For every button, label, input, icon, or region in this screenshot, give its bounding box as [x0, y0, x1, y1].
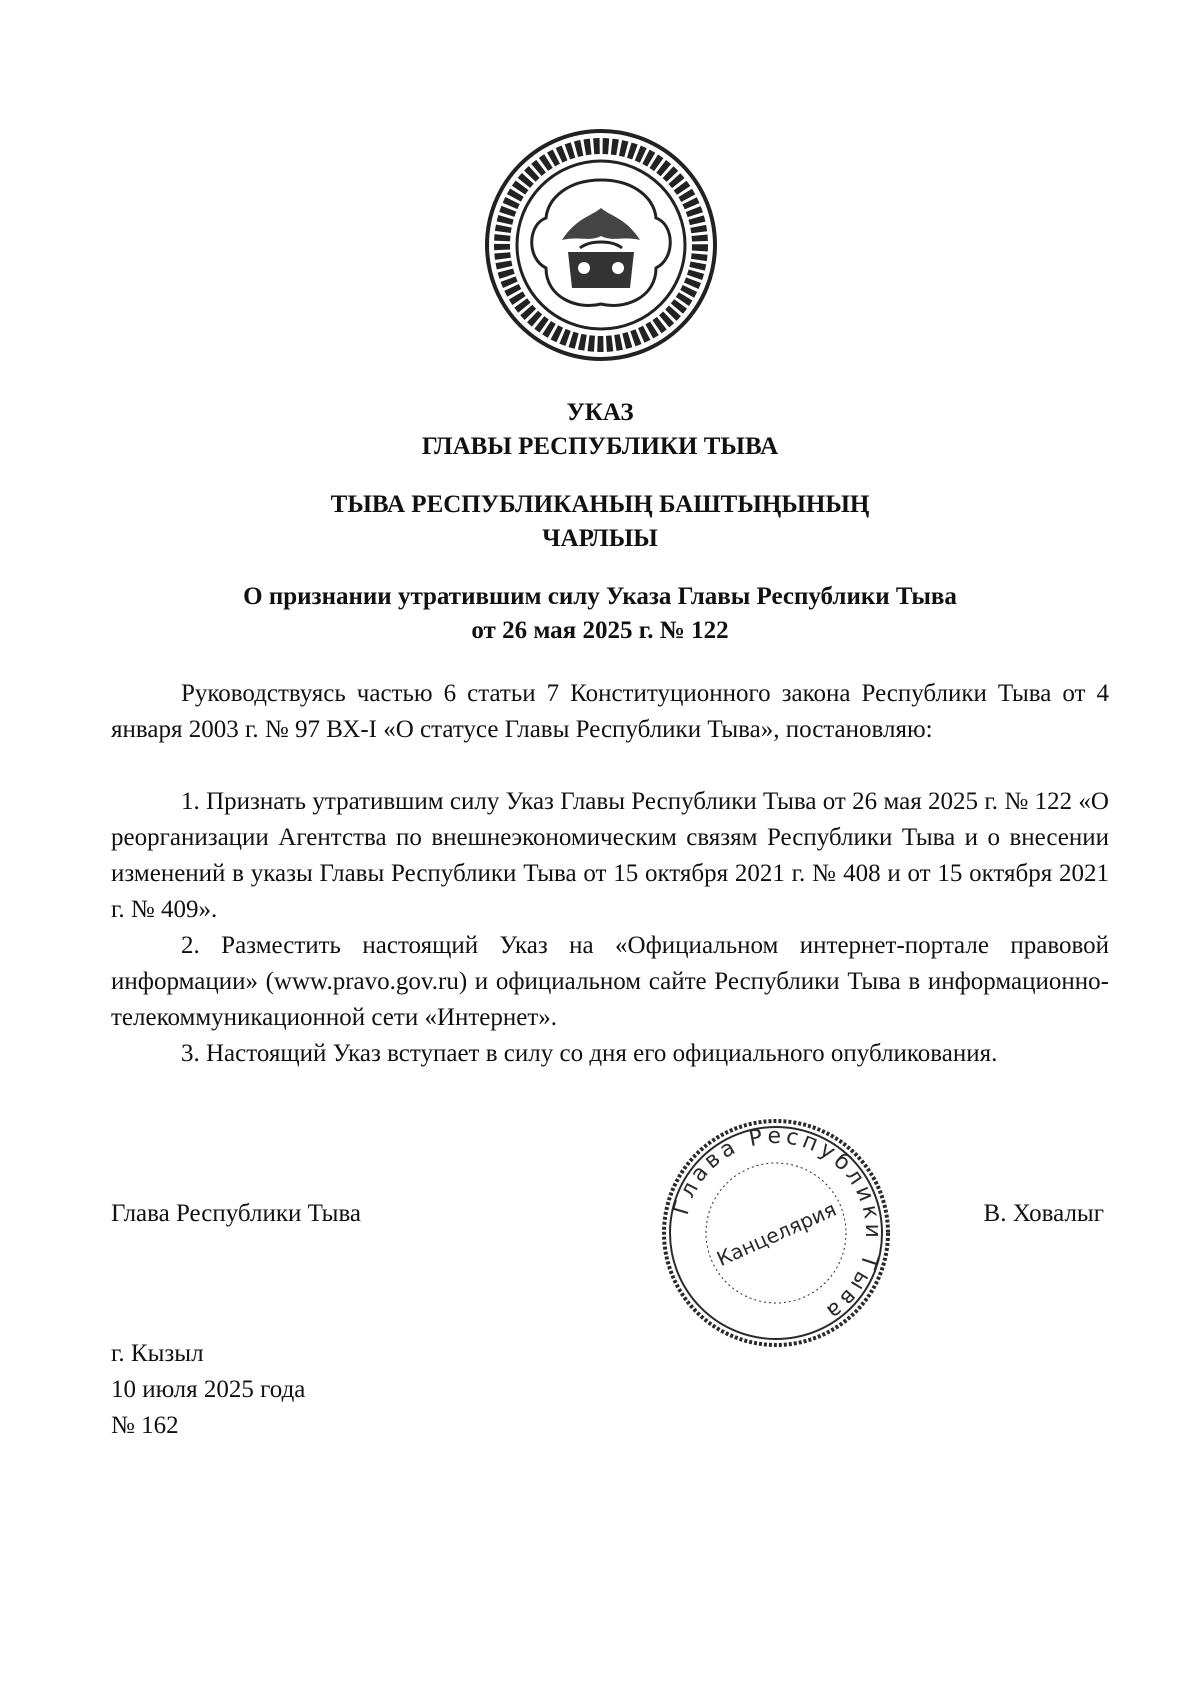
city: г. Кызыл [111, 1340, 204, 1367]
decree-heading: УКАЗ [566, 399, 634, 426]
decree-body [111, 676, 1109, 1072]
tuvan-heading-line2: ЧАРЛЫЫ [542, 525, 658, 552]
item-2-paragraph: 2. Разместить настоящий Указ на «Официальном интернет-портале правовой информации» (www.pravo.gov.ru) и официальном сайте Республики Тыва в информационно-телекоммуникационной сети «Интернет». [111, 932, 1109, 1031]
item-1-paragraph: 1. Признать утратившим силу Указ Главы Республики Тыва от 26 мая 2025 г. № 122 «О реорганизации Агентства по внешнеэкономическим связям Республики Тыва и о внесении изменений в указы Главы Республики Тыва от 15 октября 2021 г. № 408 и от 15 октября 2021 г. № 409». [111, 788, 1109, 923]
stamp-center-text: Канцелярия [713, 1196, 840, 1271]
signatory-position: Глава Республики Тыва [111, 1200, 362, 1227]
official-stamp [656, 1113, 896, 1353]
decree-title-line2: от 26 мая 2025 г. № 122 [471, 617, 729, 644]
decree-number: № 162 [111, 1412, 179, 1439]
issuer-heading: ГЛАВЫ РЕСПУБЛИКИ ТЫВА [421, 433, 779, 460]
tuvan-heading-line1: ТЫВА РЕСПУБЛИКАНЫҢ БАШТЫҢЫНЫҢ [330, 491, 870, 518]
signatory-name: В. Ховалыг [983, 1200, 1104, 1227]
preamble-paragraph: Руководствуясь частью 6 статьи 7 Конституционного закона Республики Тыва от 4 января 2003 г. № 97 ВХ-I «О статусе Главы Республики Тыва», постановляю: [111, 680, 1109, 743]
decree-date: 10 июля 2025 года [111, 1376, 306, 1403]
stamp-ring-text: Глава Республики Тыва [668, 1123, 886, 1327]
coat-of-arms-emblem [484, 128, 718, 362]
decree-title-line1: О признании утратившим силу Указа Главы Республики Тыва [243, 583, 957, 610]
item-3-paragraph: 3. Настоящий Указ вступает в силу со дня его официального опубликования. [181, 1040, 998, 1067]
